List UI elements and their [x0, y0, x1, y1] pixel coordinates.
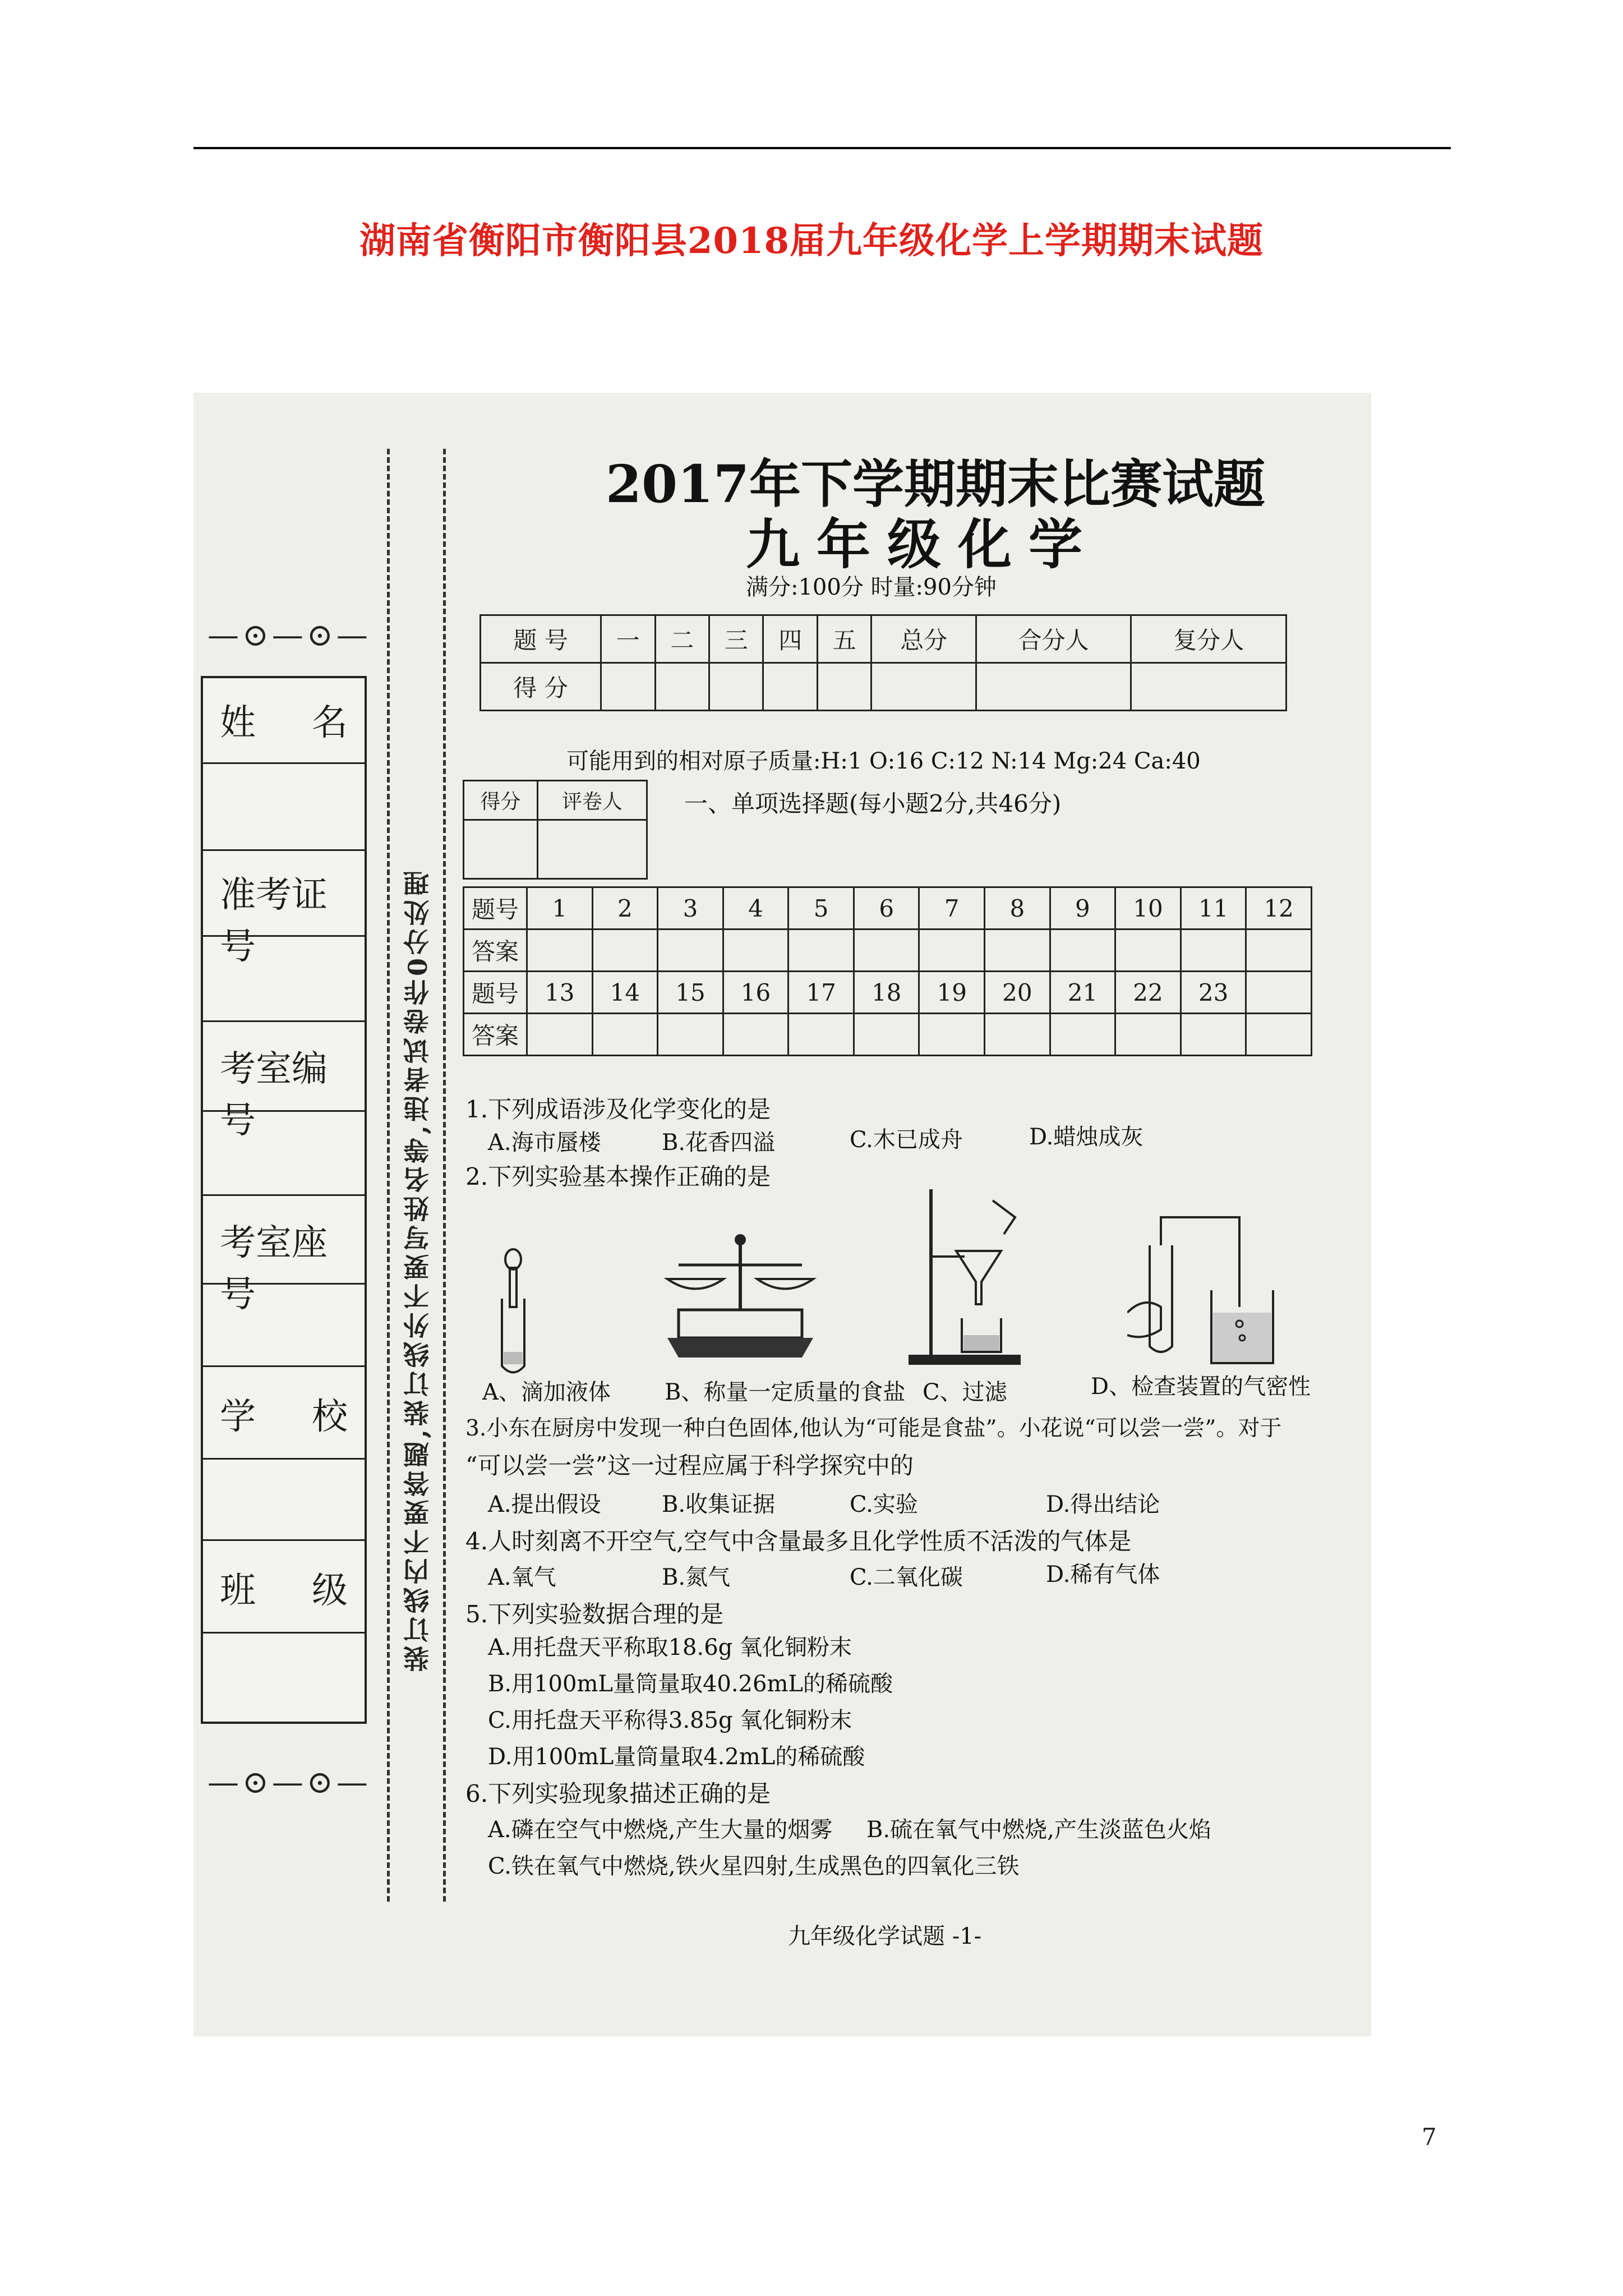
answer-cell[interactable] — [723, 930, 789, 972]
answer-grid-num — [1246, 972, 1312, 1014]
score-col: 一 — [601, 615, 655, 663]
q3-option-b[interactable]: B.收集证据 — [662, 1492, 776, 1517]
answer-cell[interactable] — [527, 930, 593, 972]
answer-grid-num: 23 — [1181, 972, 1246, 1014]
question-2-stem: 2.下列实验基本操作正确的是 — [465, 1163, 771, 1190]
q5-option-d[interactable]: D.用100mL量筒量取4.2mL的稀硫酸 — [488, 1744, 865, 1770]
answer-grid-num: 20 — [985, 972, 1050, 1014]
answer-cell[interactable] — [1246, 1014, 1312, 1056]
exam-subtitle: 九年级化学 — [746, 513, 1099, 576]
score-col: 复分人 — [1131, 615, 1287, 663]
answer-grid-num: 21 — [1050, 972, 1115, 1014]
answer-grid-num: 22 — [1115, 972, 1181, 1014]
question-3-stem: 3.小东在厨房中发现一种白色固体,他认为“可能是食盐”。小花说“可以尝一尝”。对于 — [465, 1416, 1282, 1441]
answer-cell[interactable] — [1181, 1014, 1246, 1056]
answer-grid-ans-label: 答案 — [464, 1014, 527, 1056]
answer-grid-num: 3 — [658, 887, 723, 930]
atomic-masses: 可能用到的相对原子质量:H:1 O:16 C:12 N:14 Mg:24 Ca:40 — [566, 748, 1201, 774]
answer-grid-num: 16 — [723, 972, 789, 1014]
q4-option-d[interactable]: D.稀有气体 — [1046, 1562, 1160, 1588]
answer-grid-num: 10 — [1115, 887, 1181, 930]
field-class-label: 班 级 — [220, 1570, 348, 1612]
binding-line-outer — [387, 449, 390, 1902]
binding-note: 装订线内不要答题,装订线外不要写姓名等,违者试卷作0分处理 — [403, 867, 433, 1672]
answer-cell[interactable] — [658, 1014, 723, 1056]
score-col: 二 — [655, 615, 709, 663]
field-exam-number-label: 准考证号 — [220, 875, 328, 968]
exam-page-footer: 九年级化学试题 -1- — [788, 1924, 982, 1949]
answer-cell[interactable] — [985, 930, 1050, 972]
answer-cell[interactable] — [919, 930, 985, 972]
sidebar-ornament-bottom: —⊙—⊙— — [208, 1764, 371, 1801]
q2-option-a[interactable]: A、滴加液体 — [482, 1379, 611, 1405]
q3-option-d[interactable]: D.得出结论 — [1046, 1492, 1160, 1517]
answer-cell[interactable] — [527, 1014, 593, 1056]
document-title: 湖南省衡阳市衡阳县2018届九年级化学上学期期末试题 — [359, 220, 1264, 262]
exam-meta: 满分:100分 时量:90分钟 — [746, 574, 997, 600]
question-5-stem: 5.下列实验数据合理的是 — [465, 1600, 724, 1628]
answer-grid-num: 9 — [1050, 887, 1115, 930]
score-col: 合分人 — [976, 615, 1131, 663]
question-3-stem-cont: “可以尝一尝”这一过程应属于科学探究中的 — [465, 1452, 914, 1479]
gas-tightness-check-illustration — [1127, 1212, 1307, 1374]
score-cell[interactable] — [872, 663, 976, 711]
student-info-box — [201, 676, 367, 1724]
q3-option-a[interactable]: A.提出假设 — [488, 1492, 601, 1517]
score-col: 四 — [763, 615, 817, 663]
q4-option-b[interactable]: B.氮气 — [662, 1565, 731, 1590]
score-cell[interactable] — [1131, 663, 1287, 711]
q5-option-c[interactable]: C.用托盘天平称得3.85g 氧化铜粉末 — [488, 1708, 852, 1733]
answer-grid-num-label: 题号 — [464, 887, 527, 930]
grader-score-label: 得分 — [464, 781, 538, 820]
answer-cell[interactable] — [1246, 930, 1312, 972]
q2-option-d[interactable]: D、检查装置的气密性 — [1091, 1374, 1311, 1400]
grader-box — [463, 780, 648, 880]
answer-cell[interactable] — [854, 1014, 919, 1056]
field-room-number-label: 考室编号 — [220, 1048, 328, 1142]
sidebar-ornament-top: —⊙—⊙— — [208, 617, 371, 654]
score-cell[interactable] — [763, 663, 817, 711]
score-cell[interactable] — [601, 663, 655, 711]
answer-cell[interactable] — [723, 1014, 789, 1056]
field-name-label: 姓 名 — [220, 702, 348, 744]
answer-cell[interactable] — [789, 930, 854, 972]
answer-grid-num: 19 — [919, 972, 985, 1014]
q2-option-c[interactable]: C、过滤 — [923, 1379, 1007, 1405]
header-rule — [193, 147, 1451, 149]
answer-grid-num: 14 — [592, 972, 658, 1014]
answer-grid — [463, 886, 1312, 1056]
answer-cell[interactable] — [1050, 930, 1115, 972]
answer-grid-num: 11 — [1181, 887, 1246, 930]
score-cell[interactable] — [709, 663, 763, 711]
question-4-stem: 4.人时刻离不开空气,空气中含量最多且化学性质不活泼的气体是 — [465, 1527, 1132, 1555]
score-table-row-label: 得 分 — [481, 663, 601, 711]
answer-cell[interactable] — [1050, 1014, 1115, 1056]
answer-grid-num: 17 — [789, 972, 854, 1014]
score-table — [479, 614, 1287, 711]
filtration-illustration — [903, 1184, 1032, 1369]
field-school-label: 学 校 — [220, 1396, 348, 1438]
balance-scale-illustration — [656, 1226, 824, 1366]
q1-option-d[interactable]: D.蜡烛成灰 — [1029, 1124, 1144, 1150]
field-seat-number-label: 考室座号 — [220, 1222, 328, 1315]
score-table-row-label: 题 号 — [481, 615, 601, 663]
grader-name-cell[interactable] — [537, 820, 647, 879]
answer-cell[interactable] — [658, 930, 723, 972]
answer-cell[interactable] — [1181, 930, 1246, 972]
q6-option-b[interactable]: B.硫在氧气中燃烧,产生淡蓝色火焰 — [866, 1817, 1211, 1843]
score-cell[interactable] — [976, 663, 1131, 711]
q5-option-a[interactable]: A.用托盘天平称取18.6g 氧化铜粉末 — [488, 1635, 852, 1660]
q1-option-a[interactable]: A.海市蜃楼 — [488, 1130, 601, 1156]
answer-cell[interactable] — [592, 1014, 658, 1056]
answer-cell[interactable] — [919, 1014, 985, 1056]
answer-cell[interactable] — [1115, 1014, 1181, 1056]
answer-grid-num: 7 — [919, 887, 985, 930]
grader-name-label: 评卷人 — [537, 781, 647, 820]
q6-option-c[interactable]: C.铁在氧气中燃烧,铁火星四射,生成黑色的四氧化三铁 — [488, 1853, 1020, 1879]
answer-cell[interactable] — [789, 1014, 854, 1056]
q6-option-a[interactable]: A.磷在空气中燃烧,产生大量的烟雾 — [488, 1817, 833, 1843]
answer-cell[interactable] — [1115, 930, 1181, 972]
answer-grid-num: 12 — [1246, 887, 1312, 930]
q2-option-b[interactable]: B、称量一定质量的食盐 — [665, 1379, 906, 1405]
question-1-stem: 1.下列成语涉及化学变化的是 — [465, 1096, 771, 1123]
answer-grid-ans-label: 答案 — [464, 930, 527, 972]
score-col: 总分 — [872, 615, 976, 663]
q3-option-c[interactable]: C.实验 — [850, 1492, 918, 1517]
answer-cell[interactable] — [854, 930, 919, 972]
q1-option-b[interactable]: B.花香四溢 — [662, 1130, 776, 1156]
answer-grid-num: 5 — [789, 887, 854, 930]
answer-grid-num: 8 — [985, 887, 1050, 930]
question-6-stem: 6.下列实验现象描述正确的是 — [465, 1780, 771, 1807]
answer-cell[interactable] — [985, 1014, 1050, 1056]
page-number: 7 — [1422, 2123, 1437, 2151]
answer-grid-num-label: 题号 — [464, 972, 527, 1014]
answer-grid-num: 2 — [592, 887, 658, 930]
section1-heading: 一、单项选择题(每小题2分,共46分) — [684, 790, 1062, 817]
binding-line-inner — [443, 449, 446, 1902]
score-col: 三 — [709, 615, 763, 663]
q1-option-c[interactable]: C.木已成舟 — [850, 1127, 963, 1153]
answer-grid-num: 13 — [527, 972, 593, 1014]
q4-option-a[interactable]: A.氧气 — [488, 1565, 556, 1590]
score-col: 五 — [817, 615, 871, 663]
score-cell[interactable] — [817, 663, 871, 711]
answer-grid-num: 15 — [658, 972, 723, 1014]
dropper-test-tube-illustration — [482, 1245, 544, 1380]
answer-grid-num: 1 — [527, 887, 593, 930]
q4-option-c[interactable]: C.二氧化碳 — [850, 1565, 963, 1590]
exam-title: 2017年下学期期末比赛试题 — [606, 454, 1266, 514]
q5-option-b[interactable]: B.用100mL量筒量取40.26mL的稀硫酸 — [488, 1671, 893, 1697]
answer-cell[interactable] — [592, 930, 658, 972]
answer-grid-num: 18 — [854, 972, 919, 1014]
score-cell[interactable] — [655, 663, 709, 711]
answer-grid-num: 6 — [854, 887, 919, 930]
answer-grid-num: 4 — [723, 887, 789, 930]
grader-score-cell[interactable] — [464, 820, 538, 879]
